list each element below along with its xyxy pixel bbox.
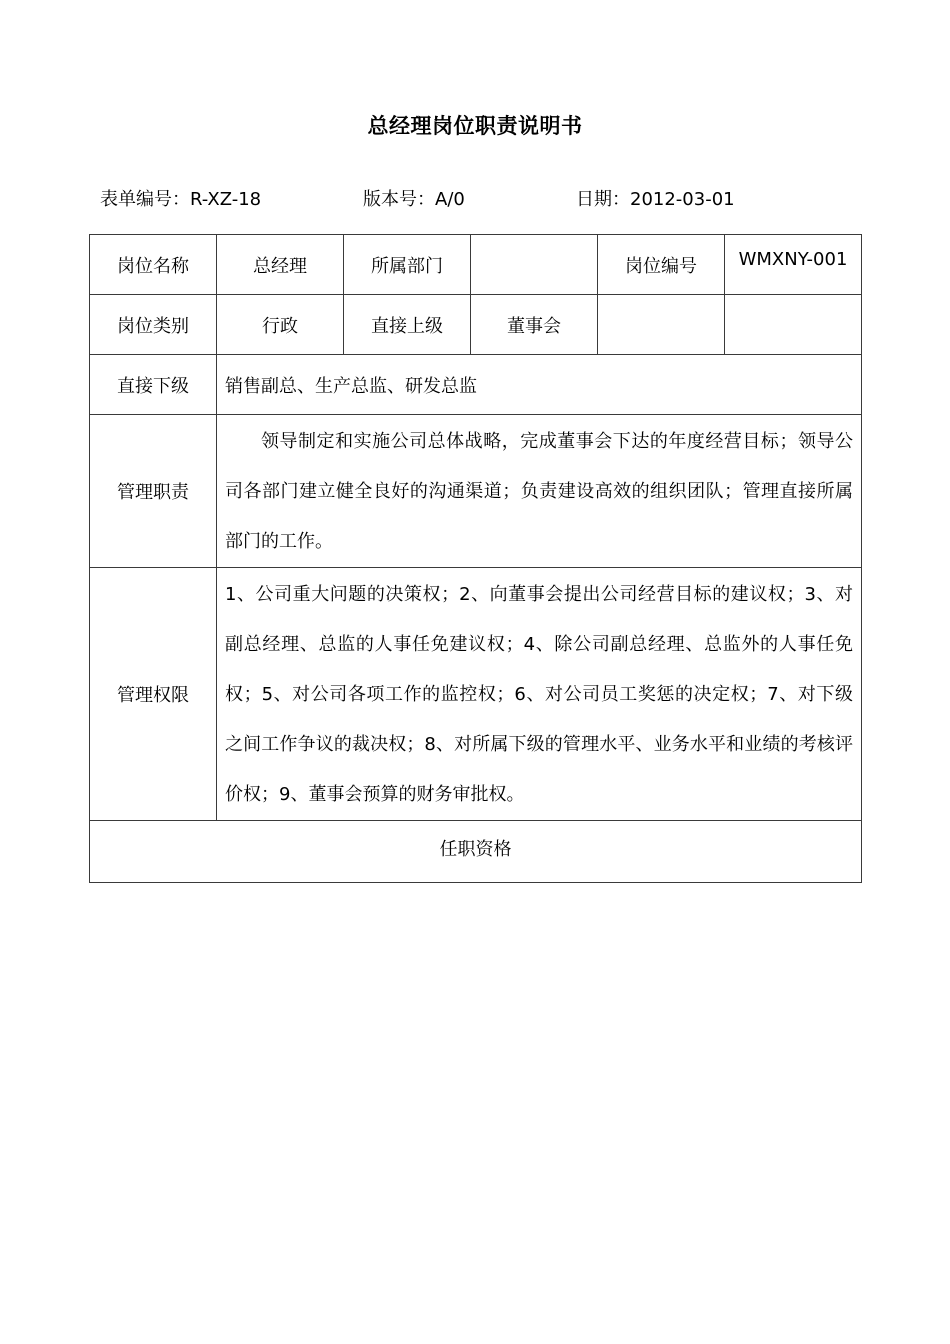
department-label: 所属部门: [344, 235, 471, 295]
table-row: [90, 355, 862, 415]
direct-superior-value: 董事会: [471, 295, 598, 355]
document-date: 日期：2012-03-01: [576, 189, 735, 210]
position-category-value: 行政: [217, 295, 344, 355]
version-number: 版本号：A/0: [363, 189, 465, 210]
direct-superior-label: 直接上级: [344, 295, 471, 355]
direct-subordinates-value: 销售副总、生产总监、研发总监: [217, 355, 862, 415]
position-name-label: 岗位名称: [90, 235, 217, 295]
document-title: 总经理岗位职责说明书: [367, 114, 583, 138]
position-code-label: 岗位编号: [598, 235, 725, 295]
table-row: [90, 295, 862, 355]
department-value: [471, 235, 598, 295]
management-duties-value: 领导制定和实施公司总体战略，完成董事会下达的年度经营目标；领导公司各部门建立健全良好的沟通渠道；负责建设高效的组织团队；管理直接所属部门的工作。: [217, 415, 862, 568]
empty-cell: [725, 295, 862, 355]
empty-cell: [598, 295, 725, 355]
table-row: [90, 415, 862, 568]
direct-subordinates-label: 直接下级: [90, 355, 217, 415]
qualification-header: 任职资格: [90, 821, 862, 883]
job-description-table: [89, 234, 862, 883]
table-row: [90, 235, 862, 295]
table-row: [90, 821, 862, 883]
position-name-value: 总经理: [217, 235, 344, 295]
management-duties-label: 管理职责: [90, 415, 217, 568]
management-authority-label: 管理权限: [90, 568, 217, 821]
management-authority-value: 1、公司重大问题的决策权；2、向董事会提出公司经营目标的建议权；3、对副总经理、总监的人事任免建议权；4、除公司副总经理、总监外的人事任免权；5、对公司各项工作的监控权；6、对公司员工奖惩的决定权；7、对下级之间工作争议的裁决权；8、对所属下级的管理水平、业务水平和业绩的考核评价权；9、董事会预算的财务审批权。: [217, 568, 862, 821]
table-row: [90, 568, 862, 821]
form-number: 表单编号：R-XZ-18: [100, 189, 262, 210]
position-code-value: WMXNY-001: [725, 235, 862, 295]
document-meta: [0, 185, 950, 211]
position-category-label: 岗位类别: [90, 295, 217, 355]
